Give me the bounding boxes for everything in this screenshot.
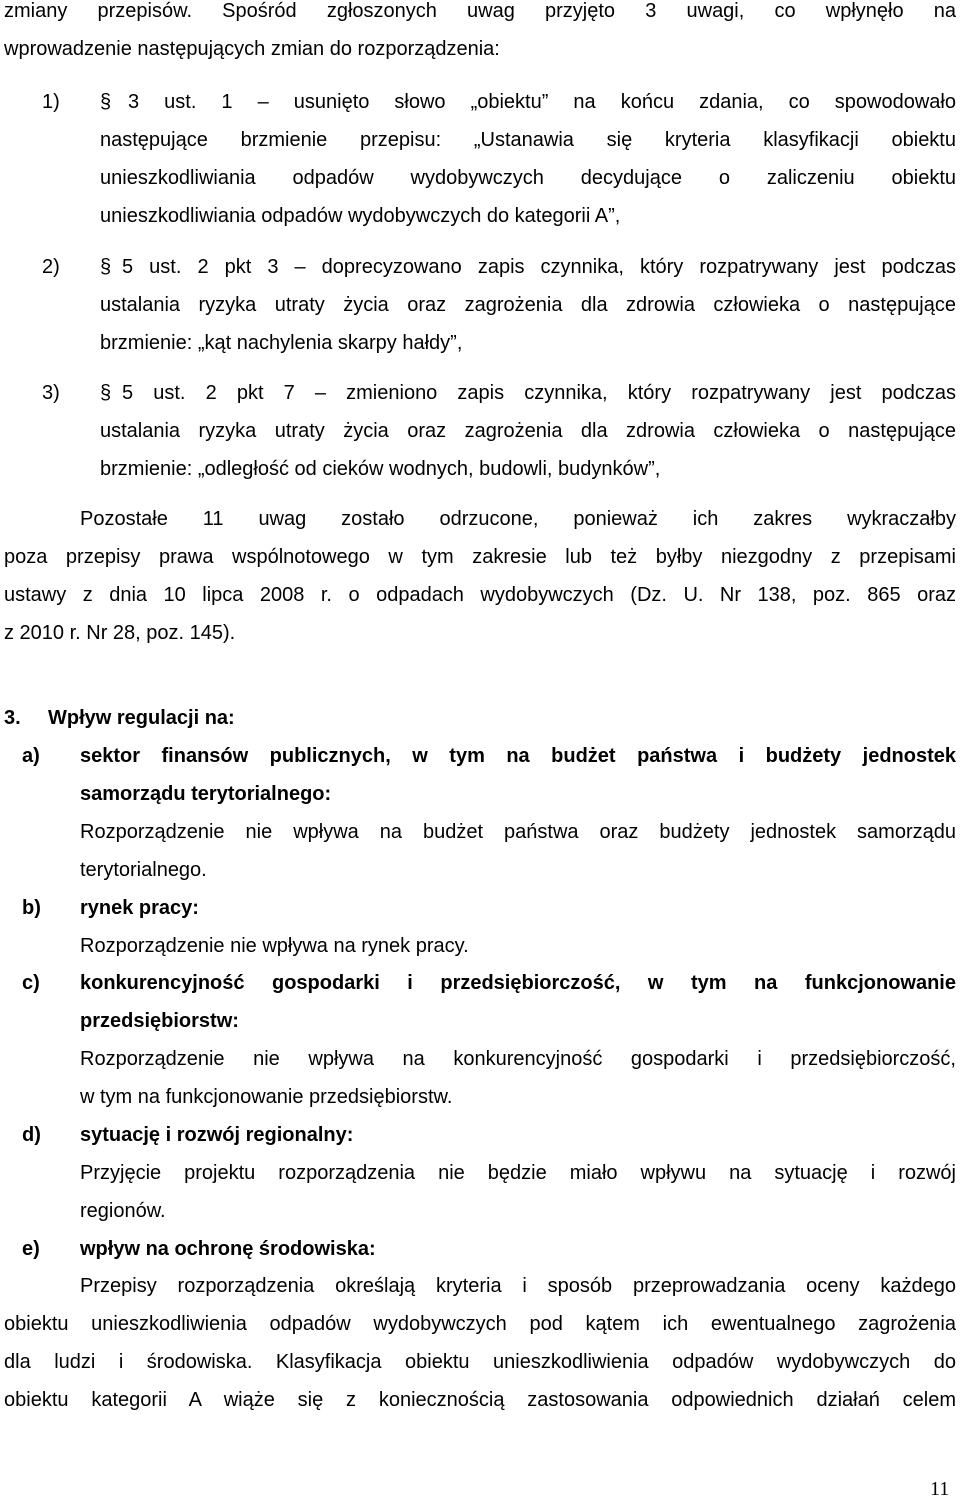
item-c-text-1: Rozporządzenie nie wpływa na konkurencyjność gospodarki i przedsiębiorczość, <box>80 1048 956 1070</box>
item-b-label: b) <box>22 897 41 919</box>
item-b-heading-1: rynek pracy: <box>80 897 199 919</box>
change-3-number: 3) <box>42 382 60 404</box>
page-number: 11 <box>930 1478 950 1500</box>
change-1-line-3: unieszkodliwiania odpadów wydobywczych decydujące o zaliczeniu obiektu <box>100 167 956 189</box>
change-3-line-2: ustalania ryzyka utraty życia oraz zagrożenia dla zdrowia człowieka o następujące <box>100 420 956 442</box>
item-e-text-3: dla ludzi i środowiska. Klasyfikacja obiektu unieszkodliwienia odpadów wydobywczych do <box>4 1351 956 1373</box>
change-2-number: 2) <box>42 256 60 278</box>
section-symbol: § <box>100 91 112 113</box>
rejected-line-4: z 2010 r. Nr 28, poz. 145). <box>4 622 236 644</box>
section-symbol: § <box>100 256 112 278</box>
change-2-line-1: 5 ust. 2 pkt 3 – doprecyzowano zapis czynnika, który rozpatrywany jest podczas <box>122 256 956 278</box>
item-c-text-2: w tym na funkcjonowanie przedsiębiorstw. <box>80 1086 453 1108</box>
rejected-line-3: ustawy z dnia 10 lipca 2008 r. o odpadach wydobywczych (Dz. U. Nr 138, poz. 865 oraz <box>4 584 956 606</box>
change-1-number: 1) <box>42 91 60 113</box>
item-d-text-1: Przyjęcie projektu rozporządzenia nie będzie miało wpływu na sytuację i rozwój <box>80 1162 956 1184</box>
intro-line-1: zmiany przepisów. Spośród zgłoszonych uwag przyjęto 3 uwagi, co wpłynęło na <box>4 0 956 22</box>
item-e-text-1: Przepisy rozporządzenia określają kryteria i sposób przeprowadzania oceny każdego <box>80 1275 956 1297</box>
change-1-line-4: unieszkodliwiania odpadów wydobywczych do kategorii A”, <box>100 205 621 227</box>
rejected-line-2: poza przepisy prawa wspólnotowego w tym zakresie lub też byłby niezgodny z przepisami <box>4 546 956 568</box>
item-d-text-2: regionów. <box>80 1200 166 1222</box>
item-e-text-2: obiektu unieszkodliwienia odpadów wydobywczych pod kątem ich ewentualnego zagrożenia <box>4 1313 956 1335</box>
item-a-heading-2: samorządu terytorialnego: <box>80 783 332 805</box>
item-a-label: a) <box>22 745 40 767</box>
item-b-text-1: Rozporządzenie nie wpływa na rynek pracy. <box>80 935 469 957</box>
change-3-line-1: 5 ust. 2 pkt 7 – zmieniono zapis czynnika, który rozpatrywany jest podczas <box>122 382 956 404</box>
change-2-line-3: brzmienie: „kąt nachylenia skarpy hałdy”, <box>100 332 463 354</box>
change-1-line-2: następujące brzmienie przepisu: „Ustanawia się kryteria klasyfikacji obiektu <box>100 129 956 151</box>
change-1-line-1: 3 ust. 1 – usunięto słowo „obiektu” na końcu zdania, co spowodowało <box>128 91 956 113</box>
item-d-heading-1: sytuację i rozwój regionalny: <box>80 1124 354 1146</box>
item-a-text-2: terytorialnego. <box>80 859 207 881</box>
item-e-label: e) <box>22 1238 40 1260</box>
item-c-heading-1: konkurencyjność gospodarki i przedsiębiorczość, w tym na funkcjonowanie <box>80 972 956 994</box>
item-a-text-1: Rozporządzenie nie wpływa na budżet państwa oraz budżety jednostek samorządu <box>80 821 956 843</box>
change-3-line-3: brzmienie: „odległość od cieków wodnych, budowli, budynków”, <box>100 458 661 480</box>
item-e-heading-1: wpływ na ochronę środowiska: <box>80 1238 376 1260</box>
item-c-label: c) <box>22 972 40 994</box>
section-3-title: Wpływ regulacji na: <box>48 707 235 729</box>
change-2-line-2: ustalania ryzyka utraty życia oraz zagrożenia dla zdrowia człowieka o następujące <box>100 294 956 316</box>
intro-line-2: wprowadzenie następujących zmian do rozporządzenia: <box>4 38 500 60</box>
item-d-label: d) <box>22 1124 41 1146</box>
item-a-heading-1: sektor finansów publicznych, w tym na budżet państwa i budżety jednostek <box>80 745 956 767</box>
item-c-heading-2: przedsiębiorstw: <box>80 1010 239 1032</box>
rejected-line-1: Pozostałe 11 uwag zostało odrzucone, ponieważ ich zakres wykraczałby <box>80 508 956 530</box>
section-symbol: § <box>100 382 112 404</box>
item-e-text-4: obiektu kategorii A wiąże się z koniecznością zastosowania odpowiednich działań celem <box>4 1389 956 1411</box>
section-3-number: 3. <box>4 707 21 729</box>
